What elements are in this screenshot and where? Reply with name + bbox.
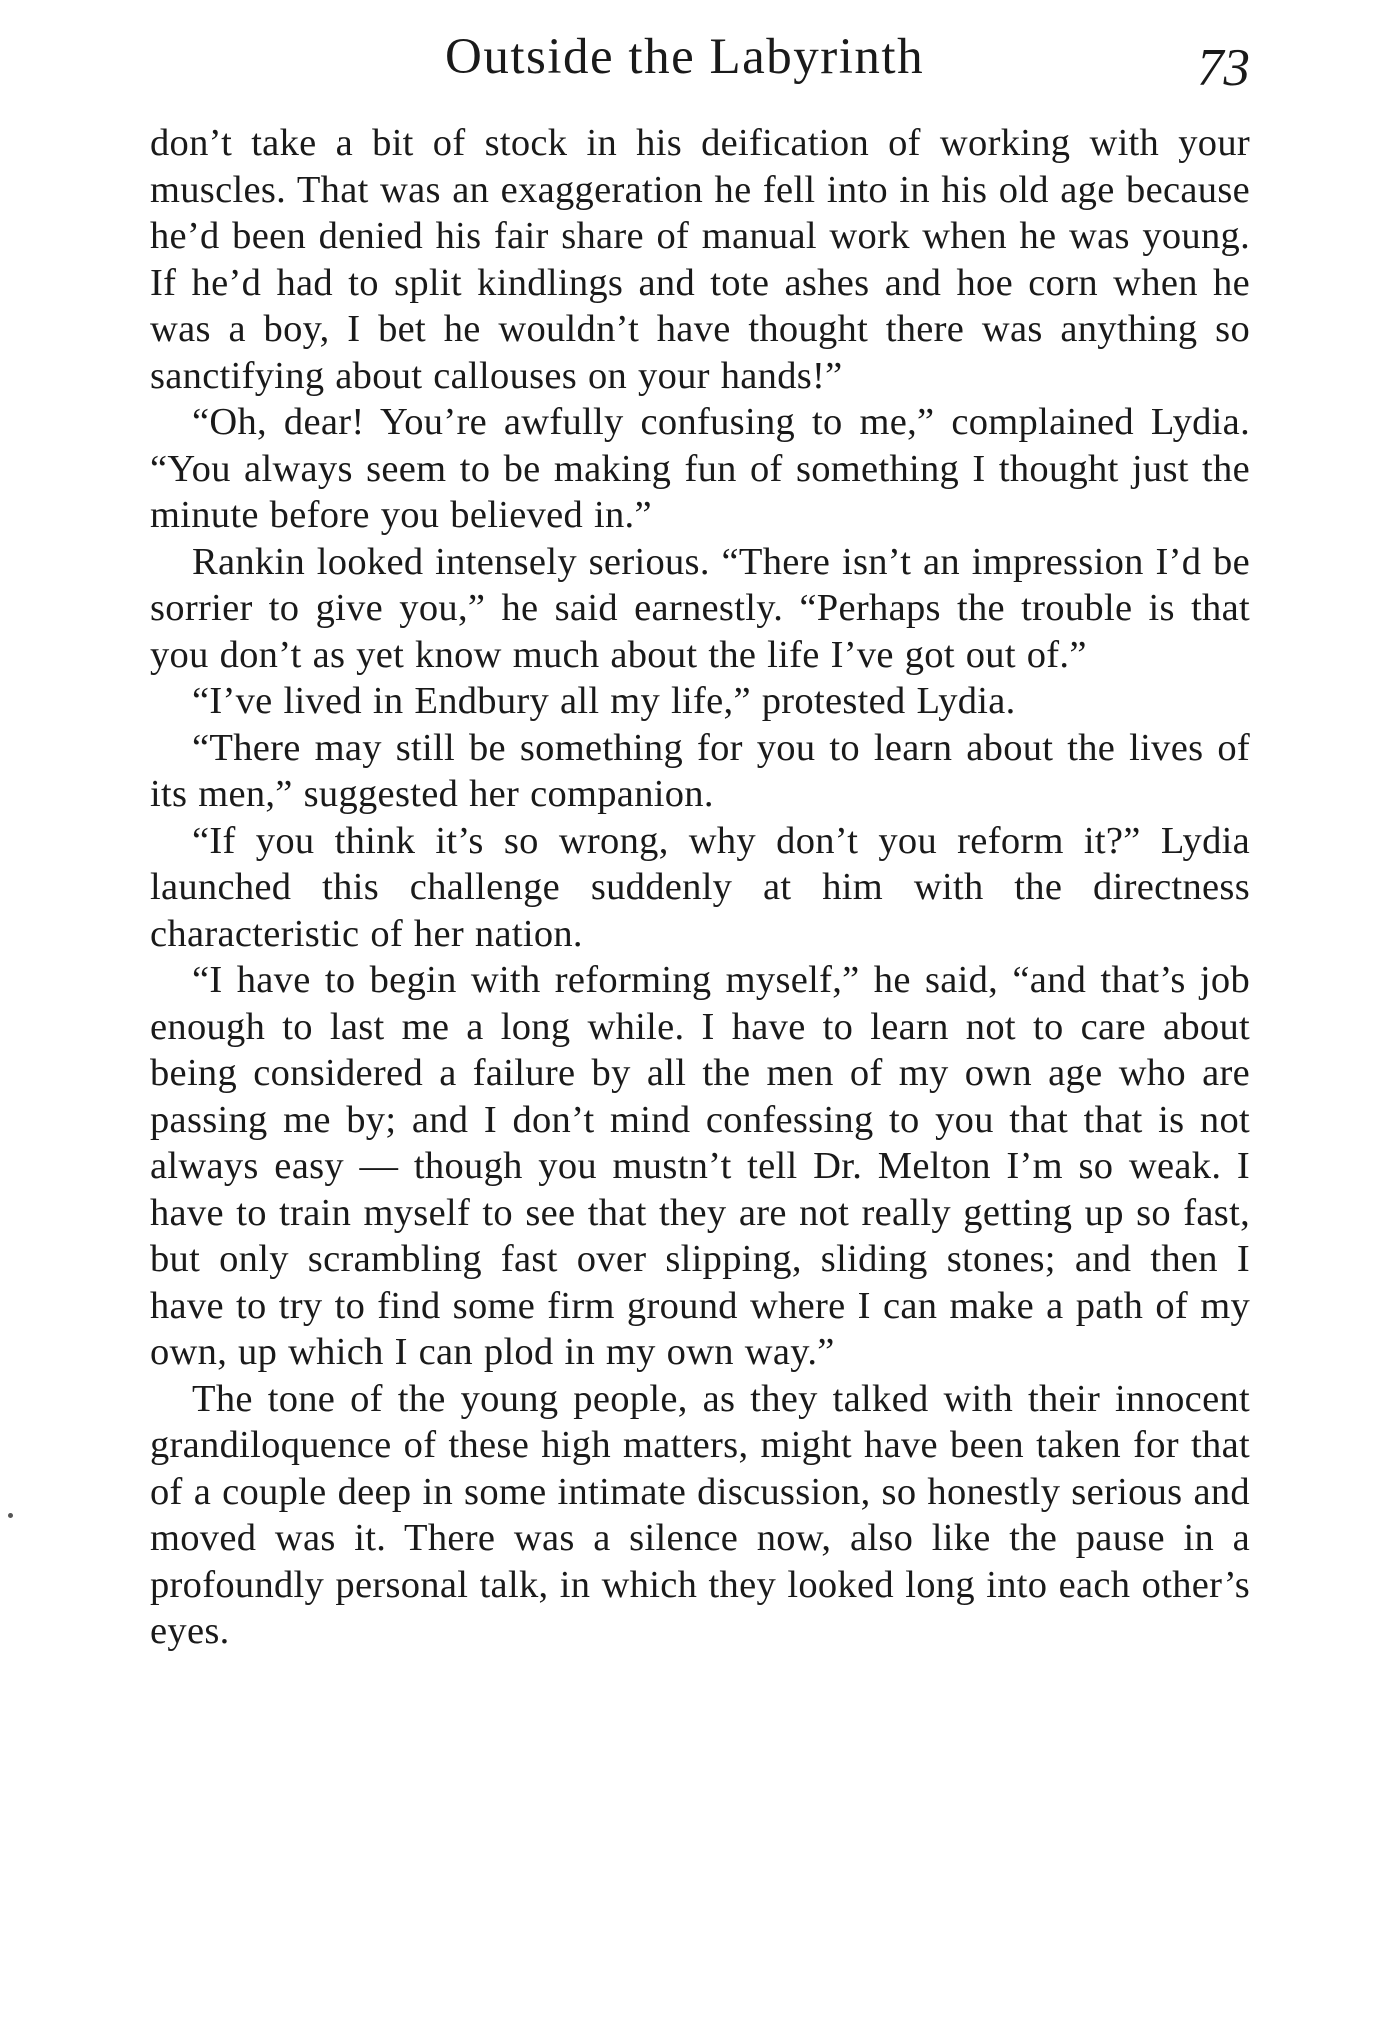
- paragraph: “If you think it’s so wrong, why don’t you reform it?” Lydia launched this challenge suddenly at him with the directness characteristic of her nation.: [150, 819, 1250, 955]
- page-number: 73: [1197, 39, 1250, 97]
- paragraph: “Oh, dear! You’re awfully confusing to me,” complained Lydia. “You always seem to be making fun of something I thought just the minute before you believed in.”: [150, 401, 1250, 536]
- paragraph: “I’ve lived in Endbury all my life,” protested Lydia.: [192, 680, 1016, 722]
- margin-speck: [8, 1513, 13, 1518]
- paragraph: “I have to begin with reforming myself,” he said, “and that’s job enough to last me a long while. I have to learn not to care about being considered a failure by all the men of my own age who are passing me by; and I don’t mind confessing to you that that is not always easy — though you mustn’t tell Dr. Melton I’m so weak. I have to train myself to see that they are not really getting up so fast, but only scrambling fast over slipping, sliding stones; and then I have to try to find some firm ground where I can make a path of my own, up which I can plod in my own way.”: [150, 959, 1250, 1373]
- body-text: [150, 120, 1250, 1655]
- paragraph: Rankin looked intensely serious. “There isn’t an impression I’d be sorrier to give you,” he said earnestly. “Perhaps the trouble is that you don’t as yet know much about the life I’ve got out of.”: [150, 540, 1250, 676]
- paragraph: “There may still be something for you to learn about the lives of its men,” suggested her companion.: [150, 726, 1250, 815]
- running-title: Outside the Labyrinth: [445, 29, 925, 85]
- page-header: [150, 28, 1250, 98]
- paragraph: The tone of the young people, as they talked with their innocent grandiloquence of these high matters, might have been taken for that of a couple deep in some intimate discussion, so honestly serious and moved was it. There was a silence now, also like the pause in a profoundly personal talk, in which they looked long into each other’s eyes.: [150, 1377, 1250, 1652]
- paragraph: don’t take a bit of stock in his deification of working with your muscles. That was an exaggeration he fell into in his old age because he’d been denied his fair share of manual work when he was young. If he’d had to split kindlings and tote ashes and hoe corn when he was a boy, I bet he wouldn’t have thought there was anything so sanctifying about callouses on your hands!”: [150, 122, 1250, 397]
